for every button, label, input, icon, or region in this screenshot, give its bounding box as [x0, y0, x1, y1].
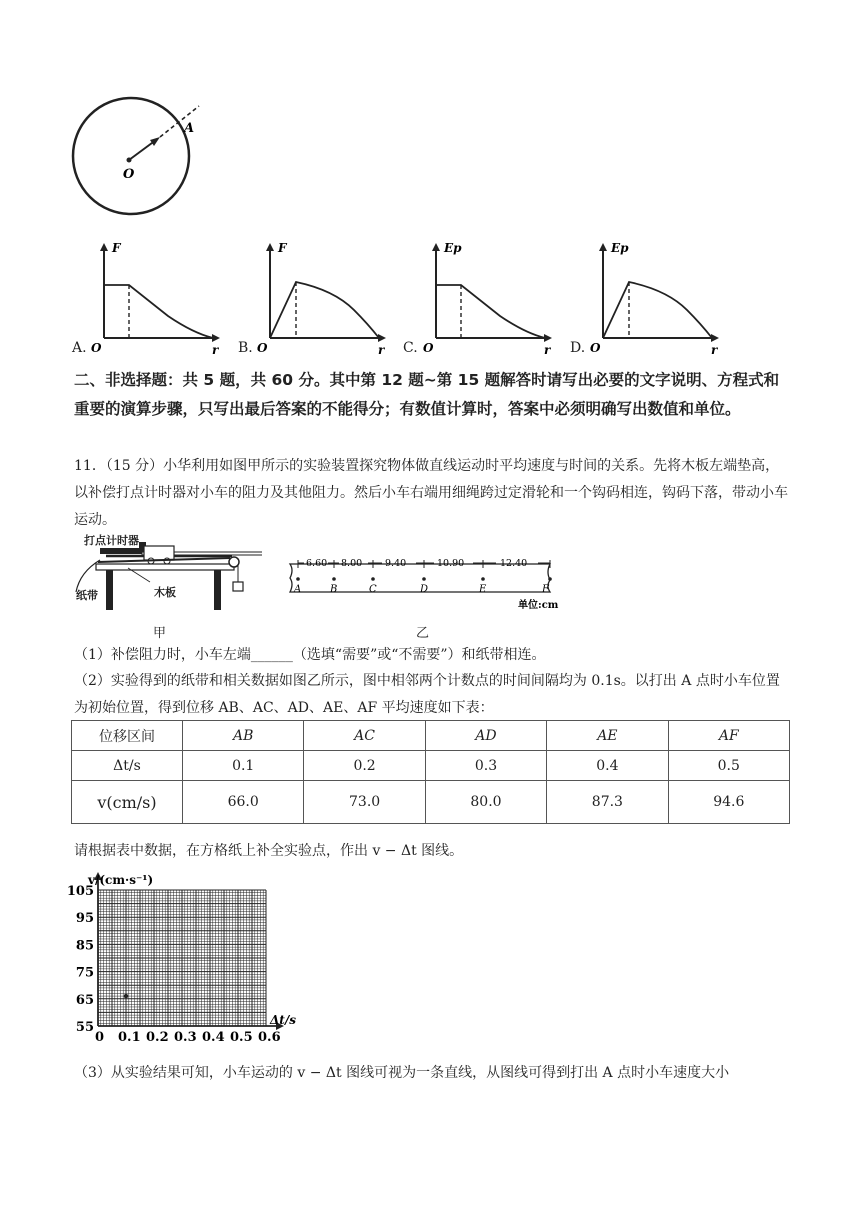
y-axis-label: v/(cm·s⁻¹) [88, 873, 154, 887]
point-e: E [479, 584, 487, 595]
table-cell: 0.3 [425, 751, 546, 781]
x-tick-label: 0.6 [258, 1030, 281, 1045]
y-tick-label: 85 [75, 938, 94, 954]
data-points [124, 994, 128, 998]
option-a-xlabel: r [212, 343, 219, 356]
circle-point-label: A [184, 121, 195, 136]
table-cell: 0.2 [304, 751, 425, 781]
y-tick-label: 65 [75, 992, 94, 1008]
option-b-ylabel: F [278, 241, 287, 255]
plot-instruction: 请根据表中数据，在方格纸上补全实验点，作出 v − Δt 图线。 [74, 843, 464, 859]
row-label: Δt/s [72, 751, 183, 781]
option-b-graph [254, 238, 389, 356]
point-d: D [420, 584, 429, 595]
option-d-ylabel: Ep [611, 241, 629, 255]
option-a-graph [88, 238, 223, 356]
header-cell: AB [183, 721, 304, 751]
option-a-ylabel: F [112, 241, 121, 255]
point-b: B [330, 584, 338, 595]
q11-intro: 11．（15 分）小华利用如图甲所示的实验装置探究物体做直线运动时平均速度与时间的关系。先将木板左端垫高，以补偿打点计时器对小车的阻力及其他阻力。然后小车右端用细绳跨过定滑轮和一个钩码相连，钩码下落，带动小车运动。 [74, 458, 788, 528]
option-d-graph [587, 238, 727, 356]
table-cell: 94.6 [668, 781, 789, 824]
q11-part3: （3）从实验结果可知，小车运动的 v − Δt 图线可视为一条直线，从图线可得到打出 A 点时小车速度大小 [74, 1065, 730, 1081]
seg-bc: 8.00 [341, 558, 363, 569]
data-table [71, 720, 790, 824]
point-f: F [542, 584, 549, 595]
header-cell: AE [547, 721, 668, 751]
figure-yi-tape [282, 552, 562, 612]
seg-cd: 9.40 [385, 558, 407, 569]
header-cell: AF [668, 721, 789, 751]
table-row [72, 721, 790, 751]
option-c-ylabel: Ep [444, 241, 462, 255]
option-b-letter: B. [238, 340, 253, 356]
header-cell: 位移区间 [72, 721, 183, 751]
option-a-origin: O [91, 341, 102, 355]
point-a: A [294, 584, 302, 595]
circle-figure [66, 88, 206, 228]
graph-paper-chart [62, 868, 302, 1048]
x-tick-label: 0 [95, 1030, 105, 1045]
y-tick-label: 75 [75, 965, 94, 981]
header-cell: AD [425, 721, 546, 751]
q11-part1: （1）补偿阻力时，小车左端______（选填“需要”或“不需要”）和纸带相连。 [74, 647, 546, 663]
table-cell: 66.0 [183, 781, 304, 824]
table-cell: 87.3 [547, 781, 668, 824]
data-point [124, 994, 128, 998]
grid-minor [98, 890, 266, 1026]
x-tick-label: 0.5 [230, 1030, 253, 1045]
circle-center-label: O [123, 167, 135, 182]
option-b-origin: O [257, 341, 268, 355]
x-tick-label: 0.1 [118, 1030, 141, 1045]
x-tick-label: 0.4 [202, 1030, 225, 1045]
x-tick-label: 0.2 [146, 1030, 169, 1045]
option-d-origin: O [590, 341, 601, 355]
point-c: C [369, 584, 377, 595]
x-axis-label: Δt/s [270, 1013, 296, 1027]
option-c-origin: O [423, 341, 434, 355]
tape-label: 纸带 [76, 589, 98, 602]
table-row [72, 751, 790, 781]
option-c-graph [420, 238, 560, 356]
board-label: 木板 [154, 586, 176, 599]
table-cell: 73.0 [304, 781, 425, 824]
option-c-letter: C. [403, 340, 418, 356]
option-c-xlabel: r [544, 343, 551, 356]
seg-ab: 6.60 [306, 558, 328, 569]
grid-major [94, 872, 284, 1030]
figure-yi-caption: 乙 [416, 626, 430, 641]
option-b-xlabel: r [378, 343, 385, 356]
x-tick-label: 0.3 [174, 1030, 197, 1045]
y-tick-label: 95 [75, 911, 94, 927]
option-d-xlabel: r [711, 343, 718, 356]
table-cell: 0.1 [183, 751, 304, 781]
seg-ef: 12.40 [500, 558, 528, 569]
section-heading: 二、非选择题：共 5 题，共 60 分。其中第 12 题~第 15 题解答时请写出必要的文字说明、方程式和重要的演算步骤，只写出最后答案的不能得分；有数值计算时，答案中必须明确写出数值和单位。 [74, 371, 780, 418]
timer-label: 打点计时器 [84, 534, 139, 547]
unit-label: 单位:cm [518, 600, 559, 611]
table-cell: 0.4 [547, 751, 668, 781]
table-row [72, 781, 790, 824]
option-d-letter: D. [570, 340, 586, 356]
y-tick-label: 55 [75, 1020, 94, 1035]
table-cell: 0.5 [668, 751, 789, 781]
header-cell: AC [304, 721, 425, 751]
seg-de: 10.90 [437, 558, 465, 569]
q11-part2: （2）实验得到的纸带和相关数据如图乙所示，图中相邻两个计数点的时间间隔均为 0.1s。以打出 A 点时小车位置为初始位置，得到位移 AB、AC、AD、AE、AF 平均速度如下表： [74, 673, 780, 716]
figure-jia-caption: 甲 [153, 626, 167, 641]
y-tick-label: 105 [66, 884, 94, 899]
table-cell: 80.0 [425, 781, 546, 824]
row-label: v(cm/s) [72, 781, 183, 824]
option-a-letter: A. [72, 340, 87, 356]
